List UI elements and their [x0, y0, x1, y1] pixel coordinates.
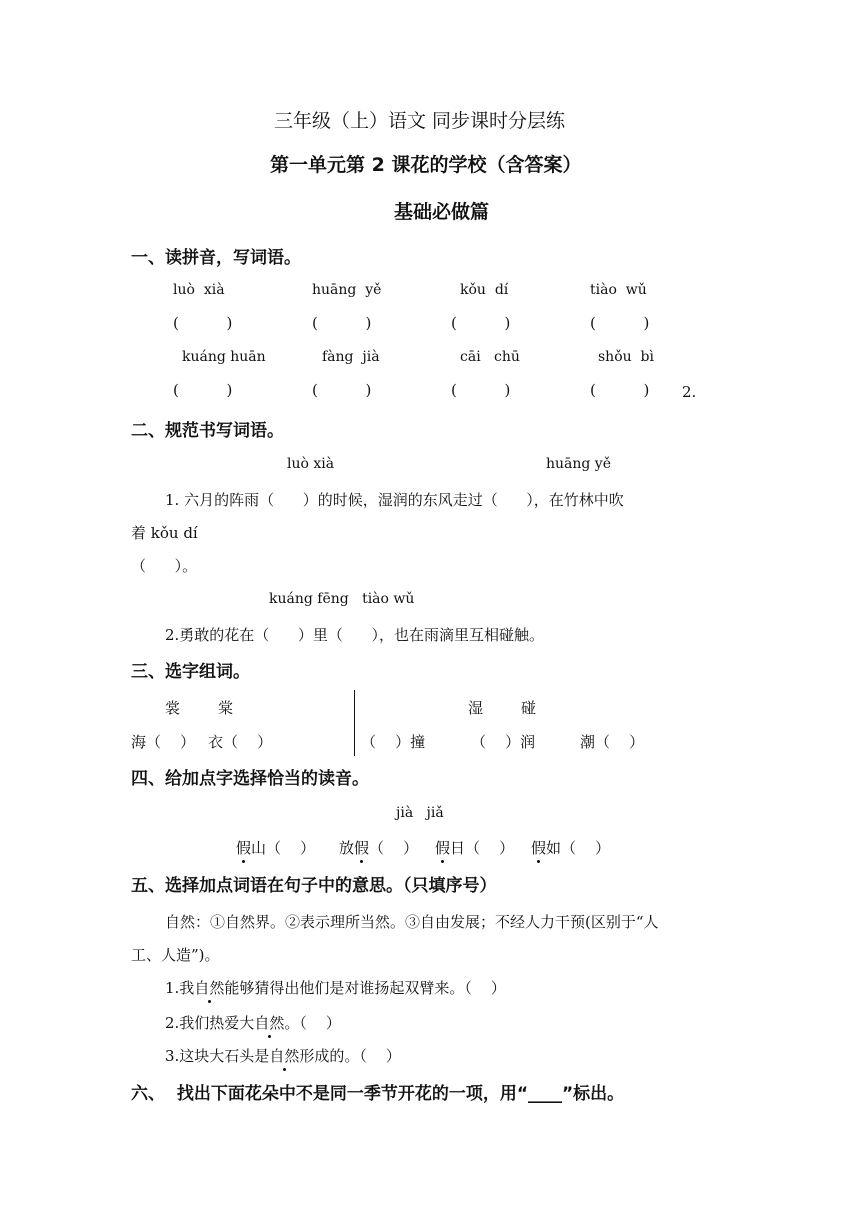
sentence-2: 2.勇敢的花在（ ）里（ ），也在雨滴里互相碰触。	[165, 626, 545, 644]
q-post: 能够猜得出他们是对谁扬起双臂来。（ ）	[224, 979, 506, 997]
q-post: 。（ ）	[284, 1014, 341, 1032]
pronunciation-options: jià jiǎ	[396, 805, 444, 821]
dotted-char: 假	[236, 839, 252, 857]
section4-heading: 四、给加点字选择恰当的读音。	[131, 769, 369, 789]
answer-blank[interactable]: ( )	[173, 314, 233, 332]
section3-heading: 三、选字组词。	[131, 662, 250, 682]
pinyin-1: luò xià	[173, 282, 225, 298]
char-option: 棠	[218, 699, 234, 717]
answer-blank[interactable]: ( )	[590, 381, 650, 399]
answer-blank[interactable]: ( )	[173, 381, 233, 399]
pinyin-2: huāng yě	[312, 282, 382, 298]
char-option: 碰	[521, 699, 537, 717]
q-pre: 1.我	[165, 979, 195, 997]
pinyin-hint: kuáng fēng tiào wǔ	[269, 591, 415, 607]
dotted-word: 自然	[269, 1047, 300, 1065]
answer-blank[interactable]: ( )	[451, 381, 511, 399]
dotted-word: 自然	[194, 979, 225, 997]
item-rest: 如（ ）	[546, 839, 611, 857]
answer-blank[interactable]: ( )	[451, 314, 511, 332]
question-1[interactable]	[165, 977, 506, 998]
section5-heading: 五、选择加点词语在句子中的意思。（只填序号）	[131, 876, 497, 896]
word-blank[interactable]: （ ）撞	[361, 733, 426, 751]
dotted-char: 假	[531, 839, 547, 857]
dotted-char: 假	[435, 839, 451, 857]
column-divider	[354, 690, 355, 756]
level-title: 基础必做篇	[394, 201, 490, 223]
page-marker: 2.	[682, 383, 697, 401]
item-rest: 日（ ）	[450, 839, 515, 857]
dotted-word: 自然	[254, 1014, 285, 1032]
pinyin-5: kuáng huān	[182, 349, 266, 365]
word-blank[interactable]: 衣（ ）	[208, 733, 273, 751]
page-title: 三年级（上）语文 同步课时分层练	[274, 110, 566, 132]
item-rest: 山（ ）	[251, 839, 316, 857]
pinyin-8: shǒu bì	[598, 349, 654, 365]
pinyin-7: cāi chū	[460, 349, 520, 365]
answer-blank[interactable]: ( )	[590, 314, 650, 332]
word-blank[interactable]: 潮（ ）	[580, 733, 645, 751]
sentence-1-cont: 着 kǒu dí	[131, 524, 198, 542]
item-rest: （ ）	[369, 839, 419, 857]
definition: 自然：①自然界。②表示理所当然。③自由发展；不经人力干预(区别于“人	[165, 913, 659, 931]
section1-heading: 一、读拼音，写词语。	[131, 248, 301, 268]
pronunciation-item[interactable]	[339, 837, 418, 858]
word-blank[interactable]: （ ）润	[471, 733, 536, 751]
pronunciation-item[interactable]	[435, 837, 514, 858]
pronunciation-item[interactable]	[531, 837, 610, 858]
dotted-char: 假	[354, 839, 370, 857]
item-pre: 放	[339, 839, 355, 857]
char-option: 湿	[468, 699, 484, 717]
question-2[interactable]	[165, 1012, 341, 1033]
sentence-1: 1. 六月的阵雨（ ）的时候，湿润的东风走过（ ），在竹林中吹	[165, 491, 624, 509]
sentence-1-blank[interactable]: （ ）。	[131, 557, 198, 575]
answer-blank[interactable]: ( )	[312, 381, 372, 399]
answer-blank[interactable]: ( )	[312, 314, 372, 332]
pinyin-4: tiào wǔ	[590, 282, 647, 298]
definition-cont: 工、人造”)。	[131, 946, 220, 964]
section2-heading: 二、规范书写词语。	[131, 421, 284, 441]
pinyin-3: kǒu dí	[460, 282, 509, 298]
pinyin-hint: huāng yě	[546, 456, 612, 472]
section6-heading: 六、 找出下面花朵中不是同一季节开花的一项，用“____”标出。	[131, 1084, 625, 1104]
question-3[interactable]	[165, 1045, 401, 1066]
word-blank[interactable]: 海（ ）	[131, 733, 196, 751]
pronunciation-item[interactable]	[236, 837, 315, 858]
lesson-title: 第一单元第 2 课花的学校（含答案）	[270, 154, 582, 176]
pinyin-6: fàng jià	[322, 349, 380, 365]
pinyin-hint: luò xià	[287, 456, 335, 472]
char-option: 裳	[165, 699, 181, 717]
q-pre: 3.这块大石头是	[165, 1047, 270, 1065]
q-post: 形成的。（ ）	[299, 1047, 401, 1065]
q-pre: 2.我们热爱大	[165, 1014, 255, 1032]
